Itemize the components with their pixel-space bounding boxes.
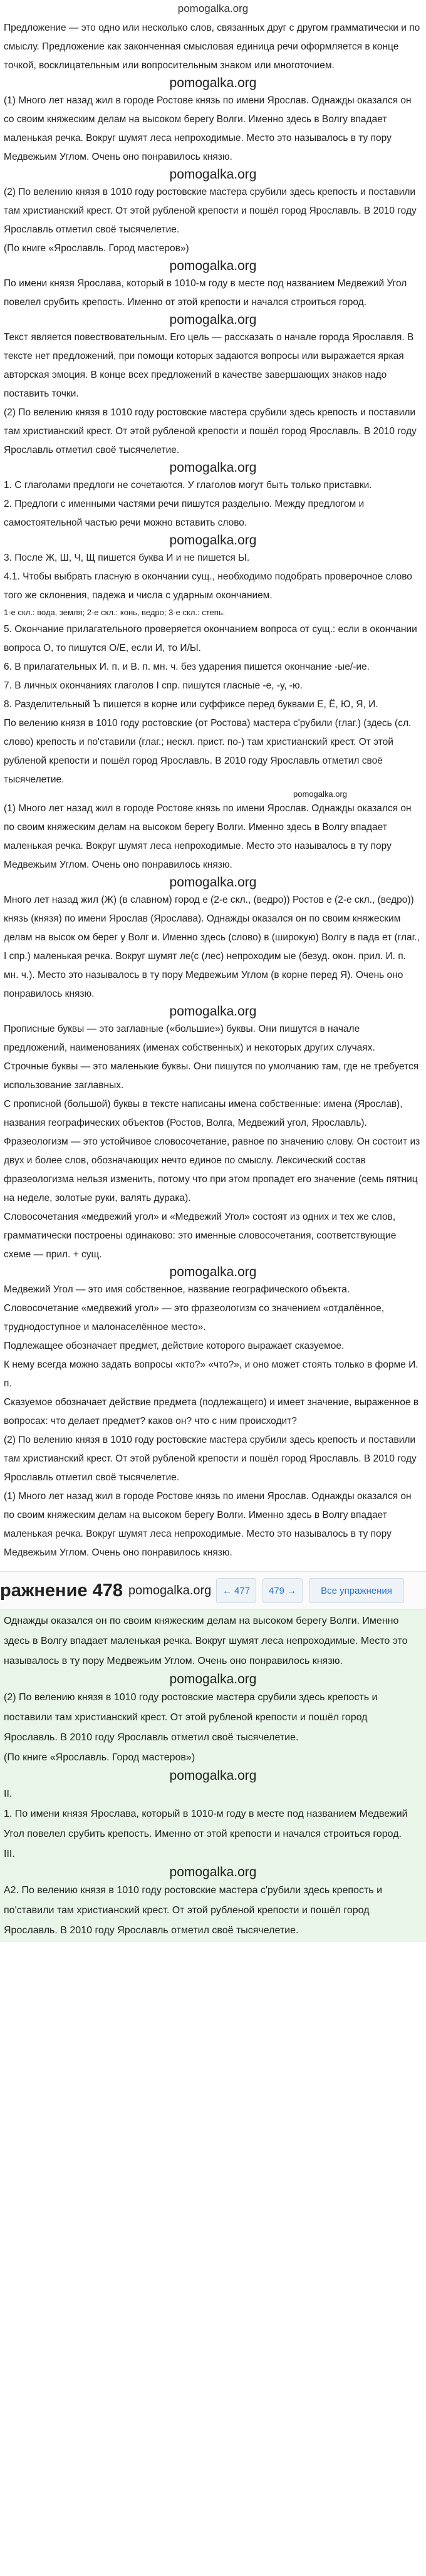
syntax-parsed-1: (1) Много лет назад жил в городе Ростове князь по имени Ярослав. Однажды оказался он по своим княжеским делам на высоком берегу Волги. Именно здесь в Волгу впадает маленькая речка. Вокруг шумят леса непроходимые. Место это называлось в ту пору Медвежьим Углом. Очень оно понравилось князю. [4,1491,412,1558]
paragraph-text-1: (1) Много лет назад жил в городе Ростове князь по имени Ярослав. Однажды оказался он со своим княжеским делам на высоком берегу Волги. Именно здесь в Волгу впадает маленькая речка. Вокруг шумят леса непроходимые. Место это называлось в ту пору Медвежьим Углом. Очень оно понравилось князю. [4,95,412,162]
paragraph-text-type: Текст является повествовательным. Его цель — рассказать о начале города Ярославля. В тексте нет предложений, при помощи которых задаются вопросы или выражается яркая авторская эмоция. В конце всех предложений в качестве завершающих знаков надо поставить точки. [4,332,414,399]
proper-name-note: Медвежий Угол — это имя собственное, название географического объекта. [4,1284,350,1295]
capital-letters-def: Прописные буквы — это заглавные («большие») буквы. Они пишутся в начале предложений, наименованиях (именах собственных) и некоторых других случаях. [4,1024,375,1053]
watermark: pomogalka.org [169,1004,257,1019]
proper-names-note: С прописной (большой) буквы в тексте написаны имена собственные: имена (Ярослав), названия географических объектов (Ростов, Волга, Медвежий угол, Ярославль). [4,1099,403,1128]
watermark: pomogalka.org [169,875,257,890]
content-part-b [0,620,426,1562]
watermark: pomogalka.org [169,313,257,327]
orthograms-text: Много лет назад жил (Ж) (в славном) город е (2-е скл., (ведро)) Ростов е (2-е скл., (ведро)) князь (князя) по имени Ярослав (Ярослава). Однажды оказался он по своим княжеским делам на высок ом берег у Волг и. Именно здесь (слово) в (широкую) Волгу в пада ет (глаг., I спр.) маленькая речка. Вокруг шумят ле(с (лес) непроходим ые (безуд. окон. прил. И. п. мн. ч.). Место это называлось в ту пору Медвежьим Углом (в корне перед Я). Очень оно понравилось князю. [4,895,420,999]
site-logo[interactable]: pomogalka.org [177,3,249,14]
syntax-parsed-2: (2) По велению князя в 1010 году ростовские мастера срубили здесь крепость и поставили там христианский крест. От этой рубленой крепости и пошёл город Ярославль. В 2010 году Ярославль отметил своё тысячелетие. [4,1435,417,1483]
watermark: pomogalka.org [169,533,257,548]
phrase-comparison: Словосочетания «медвежий угол» и «Медвежий Угол» состоят из одних и тех же слов, грамматически построены одинаково: это именные словосочетания, соответствующие схеме — прил. + сущ. [4,1212,397,1260]
watermark: pomogalka.org [169,460,257,475]
answer-a2: А2. По велению князя в 1010 году ростовские мастера с'рубили здесь крепость и по'ставили там христианский крест. От этой рубленой крепости и пошёл город Ярославль. В 2010 году Ярославль отметил своё тысячелетие. [4,1885,382,1936]
rule-5: 5. Окончание прилагательного проверяется окончанием вопроса от сущ.: если в окончании вопроса О, то пишутся О/Е, если И, то И/Ы. [4,624,417,653]
watermark: pomogalka.org [169,1265,257,1279]
phraseologism-def: Фразеологизм — это устойчивое словосочетание, равное по значению слову. Он состоит из двух и более слов, обозначающих нечто единое по смыслу. Лексический состав фразеологизма нельзя изменить, потому что при этом пропадет его значение (семь пятниц на неделе, золотые руки, валять дурака). [4,1136,420,1203]
watermark: pomogalka.org [169,167,257,182]
answer-source: (По книге «Ярославль. Город мастеров») [4,1752,195,1763]
watermark: pomogalka.org [169,1865,257,1879]
rule-1: 1. С глаголами предлоги не сочетаются. У глаголов могут быть только приставки. [4,480,372,491]
predicate-def: Сказуемое обозначает действие предмета (подлежащего) и имеет значение, выраженное в вопросах: что делает предмет? каков он? что с ним происходит? [4,1397,419,1426]
paragraph-answer-name: По имени князя Ярослава, который в 1010-м году в месте под названием Медвежий Угол повелел срубить крепость. Именно от этой крепости и начался строиться город. [4,278,407,308]
watermark: pomogalka.org [169,76,257,90]
subject-def: Подлежащее обозначает предмет, действие которого выражает сказуемое. [4,1341,345,1351]
rule-6: 6. В прилагательных И. п. и В. п. мн. ч. без ударения пишется окончание -ые/-ие. [4,662,370,672]
content-part-a [0,19,426,620]
answer-ii-1: 1. По имени князя Ярослава, который в 1010-м году в месте под названием Медвежий Угол повелел срубить крепость. Именно от этой крепости и начался строиться город. [4,1809,408,1839]
answer-paragraph-1: Однажды оказался он по своим княжеским делам на высоком берегу Волги. Именно здесь в Волгу впадает маленькая речка. Вокруг шумят леса непроходимые. Место это называлось в ту пору Медвежьим Углом. Очень оно понравилось князю. [4,1616,408,1666]
subject-questions: К нему всегда можно задать вопросы «кто?» «что?», и оно может стоять только в форме И. п. [4,1359,418,1389]
prev-exercise-button[interactable]: ← 477 [216,1578,256,1603]
phraseologism-meaning: Словосочетание «медвежий угол» — это фразеологизм со значением «отдалённое, труднодоступное и малонаселённое место». [4,1303,385,1332]
watermark-small: pomogalka.org [293,789,347,799]
paragraph-text-2-repeat: (2) По велению князя в 1010 году ростовские мастера срубили здесь крепость и поставили там христианский крест. От этой рубленой крепости и пошёл город Ярославль. В 2010 году Ярославль отметил своё тысячелетие. [4,407,417,455]
rule-4-1: 4.1. Чтобы выбрать гласную в окончании сущ., необходимо подобрать проверочное слово того же склонения, падежа и числа с ударным окончанием. [4,571,412,601]
answer-section [0,1610,426,1942]
answer-paragraph-2: (2) По велению князя в 1010 году ростовские мастера срубили здесь крепость и поставили там христианский крест. От этой рубленой крепости и пошёл город Ярославль. В 2010 году Ярославль отметил своё тысячелетие. [4,1692,378,1743]
rule-7: 7. В личных окончаниях глаголов I спр. пишутся гласные -е, -у, -ю. [4,680,303,691]
watermark: pomogalka.org [169,259,257,273]
parsed-text-2: По велению князя в 1010 году ростовские (от Ростова) мастера с'рубили (глаг.) (здесь (сл. слово) крепость и по'ставили (глаг.; нескл. прист. по-) там христианский крест. От этой рубленой крепости и пошёл город Ярославль. В 2010 году Ярославль отметил своё тысячелетие. [4,718,412,785]
all-exercises-button[interactable]: Все упражнения [309,1578,404,1603]
rule-2: 2. Предлоги с именными частями речи пишутся раздельно. Между предлогом и самостоятельной частью речи можно вставить слово. [4,499,365,528]
paragraph-definition: Предложение — это одно или несколько слов, связанных друг с другом грамматически и по смыслу. Предложение как законченная смысловая единица речи оформляется в конце точкой, восклицательным или вопросительным знаком или многоточием. [4,23,420,71]
parsed-text-1: (1) Много лет назад жил в городе Ростове князь по имени Ярослав. Однажды оказался он по своим княжеским делам на высоком берегу Волги. Именно здесь в Волгу впадает маленькая речка. Вокруг шумят леса непроходимые. Место это называлось в ту пору Медвежьим Углом. Очень оно понравилось князю. [4,803,412,870]
rule-8: 8. Разделительный Ъ пишется в корне или суффиксе перед буквами Е, Ё, Ю, Я, И. [4,699,378,710]
answer-section-ii: II. [4,1789,13,1799]
rule-3: 3. После Ж, Ш, Ч, Щ пишется буква И и не пишется Ы. [4,553,250,563]
watermark: pomogalka.org [169,1672,257,1686]
watermark: pomogalka.org [169,1768,257,1783]
answer-section-iii: III. [4,1849,15,1859]
declension-note: 1-е скл.: вода, земля; 2-е скл.: конь, ведро; 3-е скл.: степь. [4,608,226,617]
exercise-nav-bar [0,1571,426,1610]
lowercase-letters-def: Строчные буквы — это маленькие буквы. Они пишутся по умолчанию там, где не требуется использование заглавных. [4,1061,419,1091]
paragraph-source: (По книге «Ярославль. Город мастеров») [4,243,189,254]
exercise-title: ражнение 478 [0,1580,123,1601]
next-exercise-button[interactable]: 479 → [262,1578,303,1603]
paragraph-text-2: (2) По велению князя в 1010 году ростовские мастера срубили здесь крепость и поставили там христианский крест. От этой рубленой крепости и пошёл город Ярославль. В 2010 году Ярославль отметил своё тысячелетие. [4,187,417,235]
watermark: pomogalka.org [128,1583,212,1597]
